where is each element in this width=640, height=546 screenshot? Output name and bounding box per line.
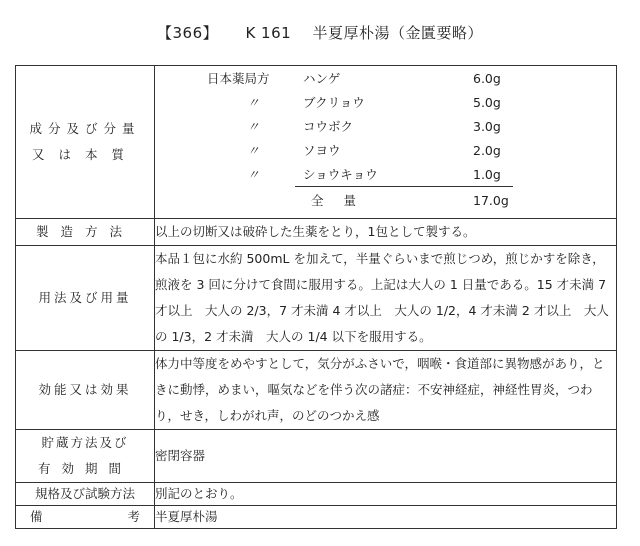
efficacy-text: 体力中等度をめやすとして，気分がふさいで，咽喉・食道部に異物感があり，ときに動悸，めまい，嘔気などを伴う次の諸症：不安神経症，神経性胃炎，つわり，せき，しわがれ声，のどのつかえ感: [155, 351, 617, 430]
total-label: 全量: [311, 193, 377, 208]
storage-label: 貯蔵方法及び 有効期間: [16, 430, 155, 483]
manufacturing-row: [16, 219, 617, 246]
ingredient-list: [155, 66, 616, 218]
usage-label: 用法及び用量: [16, 246, 155, 351]
ingredient-row: 〃 ショウキョウ 1.0g: [247, 167, 501, 182]
product-code: K 161: [245, 24, 292, 42]
specs-label: 規格及び試験方法: [16, 483, 155, 506]
specs-text: 別記のとおり。: [155, 483, 617, 506]
total-row: [155, 190, 616, 212]
efficacy-label: 効能又は効果: [16, 351, 155, 430]
efficacy-row: [16, 351, 617, 430]
composition-cell: [155, 66, 617, 219]
ingredient-row: 〃 コウボク 3.0g: [247, 119, 501, 134]
entry-number: 【366】: [157, 24, 219, 42]
remarks-text: 半夏厚朴湯: [155, 506, 617, 529]
ingredient-row: 日本薬局方 ハンゲ 6.0g: [207, 71, 501, 86]
composition-label: 成分及び分量 又は本質: [16, 66, 155, 219]
composition-row: [16, 66, 617, 219]
remarks-label: 備 考: [16, 506, 155, 529]
manufacturing-text: 以上の切断又は破砕した生薬をとり，1包として製する。: [155, 219, 617, 246]
ingredient-row: 〃 ブクリョウ 5.0g: [247, 95, 501, 110]
specification-table: [15, 65, 617, 529]
total-divider-line: [295, 186, 513, 187]
specs-row: [16, 483, 617, 506]
manufacturing-label: 製造方法: [16, 219, 155, 246]
ingredient-row: 〃 ソヨウ 2.0g: [247, 143, 501, 158]
storage-text: 密閉容器: [155, 430, 617, 483]
product-name: 半夏厚朴湯（金匱要略）: [312, 24, 483, 42]
storage-row: [16, 430, 617, 483]
total-amount: 17.0g: [473, 193, 509, 208]
remarks-row: [16, 506, 617, 529]
usage-row: [16, 246, 617, 351]
document-title: [0, 22, 640, 43]
usage-text: 本品１包に水約 500mL を加えて，半量ぐらいまで煎じつめ，煎じかすを除き，煎液を 3 回に分けて食間に服用する。上記は大人の 1 日量である。15 才未満 7 才以上 大人の 2/3，7 才未満 4 才以上 大人の 1/2，4 才未満 2 才以上 大人の 1/3，2 才未満 大人の 1/4 以下を服用する。: [155, 246, 617, 351]
